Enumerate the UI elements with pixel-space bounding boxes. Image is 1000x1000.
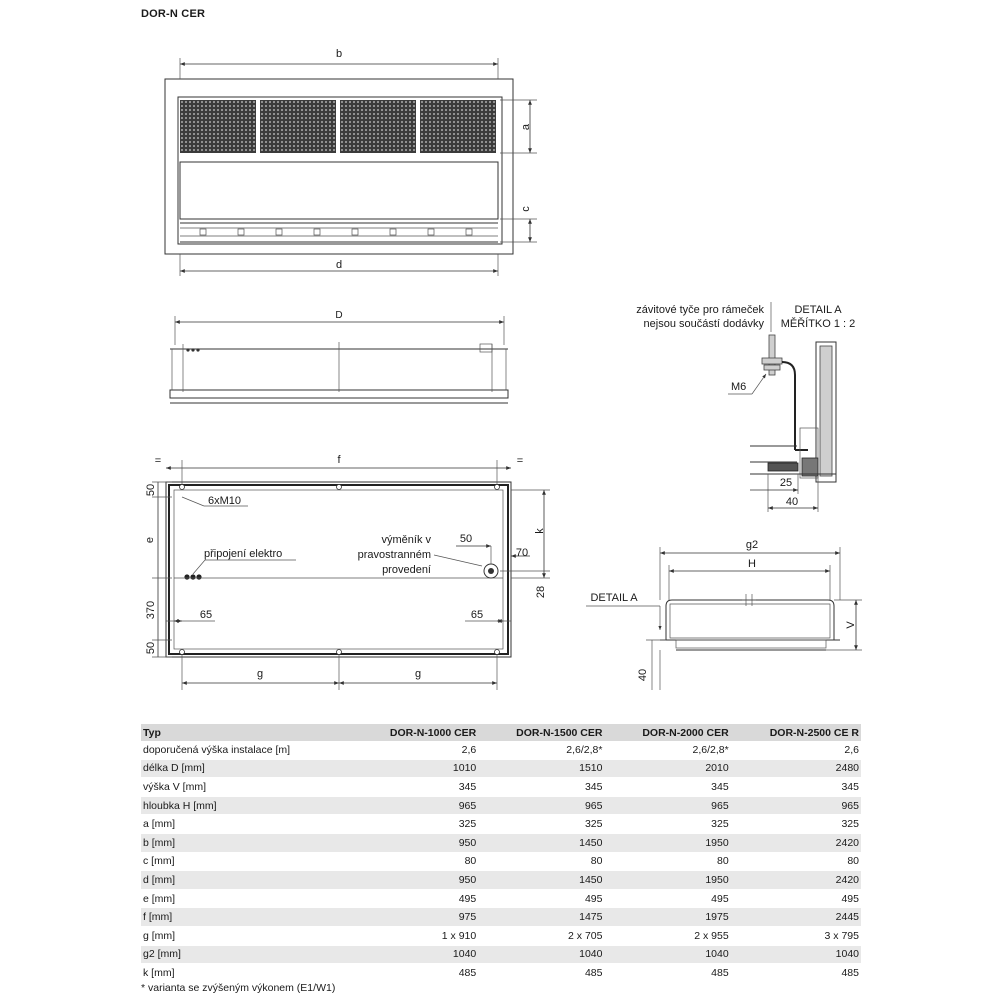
- table-cell: 1950: [604, 833, 730, 852]
- table-cell: b [mm]: [141, 833, 352, 852]
- table-cell: 80: [478, 852, 604, 871]
- electrical-connection-label: připojení elektro: [204, 548, 283, 560]
- table-cell: 1040: [478, 945, 604, 964]
- table-cell: 485: [478, 964, 604, 983]
- detail-dim-40-label: 40: [785, 496, 799, 508]
- table-cell: 2420: [731, 833, 861, 852]
- dim-e-label: e: [144, 536, 156, 544]
- exchanger-label-2: pravostranném: [357, 549, 431, 561]
- table-header-cell: DOR-N-1500 CER: [478, 724, 604, 741]
- detail-a-callout: DETAIL A: [590, 592, 638, 604]
- table-row: [141, 964, 861, 983]
- exchanger-label-3: provedení: [382, 564, 431, 576]
- table-cell: 345: [352, 778, 478, 797]
- equal-mark-left: =: [154, 455, 162, 467]
- exchanger-dim-50-label: 50: [459, 533, 473, 545]
- top-view: [170, 310, 508, 403]
- table-cell: 325: [731, 815, 861, 834]
- detail-a: [636, 302, 855, 512]
- table-cell: 345: [478, 778, 604, 797]
- table-cell: hloubka H [mm]: [141, 796, 352, 815]
- exchanger-label-1: výměník v: [381, 534, 431, 546]
- grille-panel: [340, 100, 416, 153]
- table-cell: 1450: [478, 833, 604, 852]
- table-row: [141, 908, 861, 927]
- dim-65-left-label: 65: [199, 609, 213, 621]
- specification-table: [141, 724, 861, 983]
- table-cell: 1040: [731, 945, 861, 964]
- table-cell: 1950: [604, 871, 730, 890]
- dim-H-label: H: [748, 558, 756, 570]
- bolts-label: 6xM10: [208, 495, 242, 507]
- table-cell: a [mm]: [141, 815, 352, 834]
- table-row: [141, 759, 861, 778]
- table-header-cell: DOR-N-1000 CER: [352, 724, 478, 741]
- detail-title-2: MĚŘÍTKO 1 : 2: [780, 318, 856, 330]
- dim-c-label: c: [520, 206, 532, 212]
- table-cell: 325: [604, 815, 730, 834]
- table-cell: 1 x 910: [352, 926, 478, 945]
- dim-50-bottom-label: 50: [145, 641, 157, 655]
- table-header-cell: DOR-N-2000 CER: [604, 724, 730, 741]
- dim-f-label: f: [337, 454, 341, 466]
- table-cell: výška V [mm]: [141, 778, 352, 797]
- table-cell: 2445: [731, 908, 861, 927]
- table-row: [141, 815, 861, 834]
- dim-V-label: V: [845, 621, 857, 629]
- table-cell: 1010: [352, 759, 478, 778]
- table-cell: 2480: [731, 759, 861, 778]
- side-dim-40-label: 40: [637, 668, 649, 682]
- table-cell: 1040: [352, 945, 478, 964]
- table-cell: 965: [731, 796, 861, 815]
- table-cell: c [mm]: [141, 852, 352, 871]
- table-cell: 80: [731, 852, 861, 871]
- table-cell: 2420: [731, 871, 861, 890]
- table-cell: 495: [478, 889, 604, 908]
- grille-panel: [420, 100, 496, 153]
- table-cell: 495: [731, 889, 861, 908]
- table-row: [141, 926, 861, 945]
- table-header-cell: DOR-N-2500 CE R: [731, 724, 861, 741]
- dim-65-right-label: 65: [470, 609, 484, 621]
- dim-b-label: b: [335, 48, 343, 60]
- table-cell: 80: [352, 852, 478, 871]
- dim-g-left-label: g: [256, 668, 264, 680]
- table-cell: 2,6/2,8*: [604, 741, 730, 759]
- detail-title-1: DETAIL A: [794, 304, 842, 316]
- table-cell: 1450: [478, 871, 604, 890]
- table-cell: 2,6/2,8*: [478, 741, 604, 759]
- dim-a-label: a: [520, 123, 532, 131]
- table-cell: 495: [604, 889, 730, 908]
- detail-dim-25-label: 25: [779, 477, 793, 489]
- table-cell: 2 x 705: [478, 926, 604, 945]
- table-cell: 950: [352, 833, 478, 852]
- table-cell: 80: [604, 852, 730, 871]
- detail-note-1: závitové tyče pro rámeček: [636, 304, 764, 316]
- dim-50-top-label: 50: [145, 483, 157, 497]
- grille-panel: [180, 100, 256, 153]
- table-cell: doporučená výška instalace [m]: [141, 741, 352, 759]
- table-cell: 495: [352, 889, 478, 908]
- table-cell: e [mm]: [141, 889, 352, 908]
- table-cell: k [mm]: [141, 964, 352, 983]
- dim-g-right-label: g: [414, 668, 422, 680]
- dim-28-label: 28: [535, 585, 547, 599]
- m6-label: M6: [731, 381, 747, 393]
- table-cell: 485: [604, 964, 730, 983]
- table-row: [141, 871, 861, 890]
- dim-g2-label: g2: [745, 539, 759, 551]
- table-cell: 1040: [604, 945, 730, 964]
- table-row: [141, 796, 861, 815]
- table-cell: 1510: [478, 759, 604, 778]
- table-cell: 965: [352, 796, 478, 815]
- side-view: [586, 539, 862, 690]
- table-cell: f [mm]: [141, 908, 352, 927]
- table-cell: g2 [mm]: [141, 945, 352, 964]
- dim-D-label: D: [335, 310, 343, 321]
- table-cell: 975: [352, 908, 478, 927]
- table-cell: 965: [478, 796, 604, 815]
- dim-k-label: k: [534, 528, 546, 534]
- table-cell: 2 x 955: [604, 926, 730, 945]
- table-header-row: [141, 724, 861, 741]
- table-row: [141, 741, 861, 759]
- table-cell: 2,6: [352, 741, 478, 759]
- table-cell: 950: [352, 871, 478, 890]
- front-view: [165, 48, 537, 276]
- table-cell: 325: [478, 815, 604, 834]
- table-cell: g [mm]: [141, 926, 352, 945]
- ceiling-view: [144, 454, 550, 690]
- table-row: [141, 945, 861, 964]
- table-cell: 2010: [604, 759, 730, 778]
- dim-370-label: 370: [145, 600, 157, 620]
- sheet-title: DOR-N CER: [141, 8, 206, 20]
- table-cell: 345: [731, 778, 861, 797]
- table-cell: 325: [352, 815, 478, 834]
- table-cell: 1975: [604, 908, 730, 927]
- grille-panel: [260, 100, 336, 153]
- table-cell: 1475: [478, 908, 604, 927]
- table-row: [141, 833, 861, 852]
- table-cell: délka D [mm]: [141, 759, 352, 778]
- exchanger-dim-70-label: 70: [515, 547, 529, 559]
- table-row: [141, 852, 861, 871]
- table-row: [141, 778, 861, 797]
- table-footnote: * varianta se zvýšeným výkonem (E1/W1): [141, 982, 336, 994]
- table-cell: d [mm]: [141, 871, 352, 890]
- table-cell: 3 x 795: [731, 926, 861, 945]
- table-header-cell: Typ: [141, 724, 352, 741]
- equal-mark-right: =: [516, 455, 524, 467]
- table-cell: 345: [604, 778, 730, 797]
- table-cell: 965: [604, 796, 730, 815]
- detail-note-2: nejsou součástí dodávky: [643, 318, 764, 330]
- table-cell: 485: [352, 964, 478, 983]
- table-row: [141, 889, 861, 908]
- dim-d-label: d: [335, 259, 343, 271]
- table-cell: 2,6: [731, 741, 861, 759]
- table-cell: 485: [731, 964, 861, 983]
